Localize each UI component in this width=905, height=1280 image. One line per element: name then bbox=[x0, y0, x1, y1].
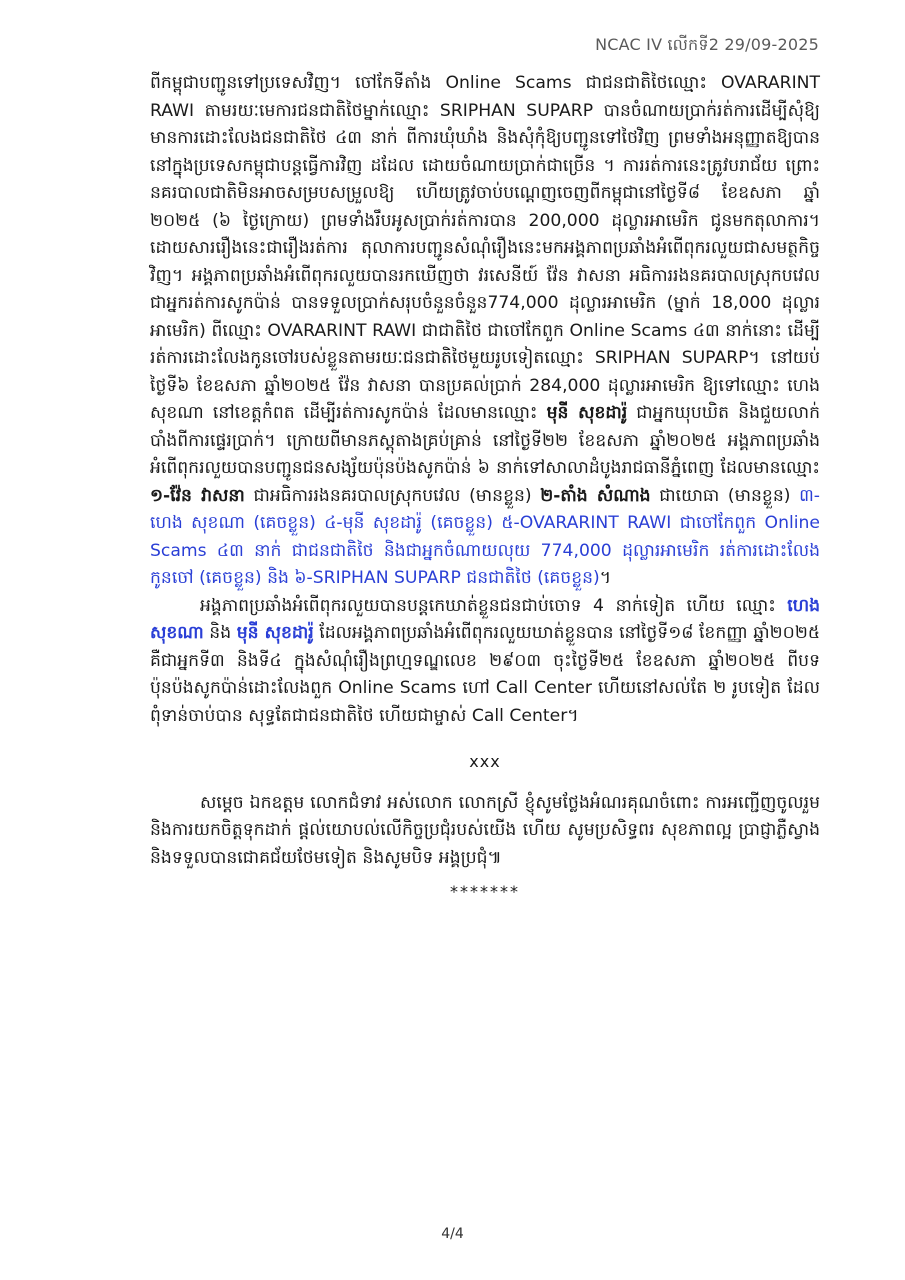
paragraph-text: ដែលអង្គភាពប្រឆាំងអំពើពុករលួយឃាត់ខ្លួនបាន នៅថ្ងៃទី១៨ ខែកញ្ញា ឆ្នាំ២០២៥ គឺជាអ្នកទី៣ និងទី៤ ក្នុងសំណុំរឿងព្រហ្មទណ្ឌលេខ ២៩០៣ ចុះថ្ងៃទី២៥ ខែឧសភា ឆ្នាំ២០២៥ ពីបទប៉ុនប៉ងសូកប៉ាន់ដោះលែងពួក Online Scams ហៅ Call Center ហើយនៅសល់តែ ២ រូបទៀត ដែលពុំទាន់ចាប់បាន សុទ្ធតែជាជនជាតិថៃ ហើយជាម្ចាស់ Call Center។ bbox=[150, 623, 821, 726]
paragraph-text: ពីកម្ពុជាបញ្ជូនទៅប្រទេសវិញ។ ចៅកែទីតាំង Online Scams ជាជនជាតិថៃឈ្មោះ OVARARINT RAWI តាមរយៈមេការជនជាតិថៃម្នាក់ឈ្មោះ SRIPHAN SUPARP បានចំណាយប្រាក់រត់ការដើម្បីសុំឱ្យមានការដោះលែងជនជាតិថៃ ៤៣ នាក់ ពីការឃុំឃាំង និងសុំកុំឱ្យបញ្ជូនទៅថៃវិញ ព្រមទាំងអនុញ្ញាតឱ្យបាននៅក្នុងប្រទេសកម្ពុជាបន្តធ្វើការវិញ ដដែល ដោយចំណាយប្រាក់ជាច្រើន ។ ការរត់ការនេះត្រូវបរាជ័យ ព្រោះនគរបាលជាតិមិនអាចសម្របសម្រួលឱ្យ ហើយត្រូវចាប់បណ្តេញចេញពីកម្ពុជានៅថ្ងៃទី៨ ខែឧសភា ឆ្នាំ ២០២៥ (៦ ថ្ងៃក្រោយ) ព្រមទាំងរឹបអូសប្រាក់រត់ការបាន 200,000 ដុល្លារអាមេរិក ជូនមកតុលាការ។ ដោយសាររឿងនេះជារឿងរត់ការ តុលាការបញ្ជូនសំណុំរឿងនេះមកអង្គភាពប្រឆាំងអំពើពុករលួយជាសមត្ថកិច្ចវិញ។ អង្គភាពប្រឆាំងអំពើពុករលួយបានរកឃើញថា វរសេនីយ៍ វ៉ែន វាសនា អធិការរងនគរបាលស្រុកបវេល ជាអ្នករត់ការសូកប៉ាន់ បានទទួលប្រាក់សរុបចំនួនចំនួន774,000 ដុល្លារអាមេរិក (ម្នាក់ 18,000 ដុល្លារអាមេរិក) ពីឈ្មោះ OVARARINT RAWI ជាជាតិថៃ ជាចៅកែពួក Online Scams ៤៣ នាក់នោះ ដើម្បីរត់ការដោះលែងកូនចៅរបស់ខ្លួនតាមរយៈជនជាតិថៃមួយរូបទៀតឈ្មោះ SRIPHAN SUPARP។ នៅយប់ថ្ងៃទី៦ ខែឧសភា ឆ្នាំ២០២៥ វ៉ែន វាសនា បានប្រគល់ប្រាក់ 284,000 ដុល្លារអាមេរិក ឱ្យទៅឈ្មោះ ហេង សុខណា នៅខេត្តកំពត ដើម្បីរត់ការសូកប៉ាន់ ដែលមានឈ្មោះ bbox=[150, 73, 820, 423]
section-separator: xxx bbox=[469, 752, 501, 771]
suspect-name: មុនី សុខដារ៉ូ bbox=[546, 403, 628, 423]
suspect-name-highlight: មុនី សុខដារ៉ូ bbox=[236, 623, 314, 643]
paragraph-text: ។ bbox=[599, 568, 612, 588]
paragraph-text: និង bbox=[203, 623, 237, 643]
paragraph-closing: សម្តេច ឯកឧត្តម លោកជំទាវ អស់លោក លោកស្រី ខ្ញុំសូមថ្លែងអំណរគុណចំពោះ ការអញ្ជើញចូលរួម និងការយកចិត្តទុកដាក់ ផ្តល់យោបល់លើកិច្ចប្រជុំរបស់យើង ហើយ សូមប្រសិទ្ធពរ សុខភាពល្អ ប្រាជ្ញាភ្លឺស្វាង និងទទួលបានជោគជ័យថែមទៀត និងសូមបិទ អង្គប្រជុំ៕ bbox=[150, 792, 820, 868]
page-number: 4/4 bbox=[441, 1226, 464, 1242]
suspect-list-highlight: ៣-ហេង សុខណា (គេចខ្លួន) ៤-មុនី សុខដារ៉ូ (គេចខ្លួន) ៥-OVARARINT RAWI ជាចៅកែពួក Online Scams ៤៣ នាក់ ជាជនជាតិថៃ និងជាអ្នកចំណាយលុយ 774,000 ដុល្លារអាមេរិក រត់ការដោះលែងកូនចៅ (គេចខ្លួន) និង ៦-SRIPHAN SUPARP ជនជាតិថៃ (គេចខ្លួន) bbox=[150, 485, 820, 588]
paragraph-text: ជាអ្នកឃុបឃិត និងជួយលាក់បាំងពីការផ្ទេរប្រាក់។ ក្រោយពីមានភស្តុតាងគ្រប់គ្រាន់ នៅថ្ងៃទី២២ ខែឧសភា ឆ្នាំ២០២៥ អង្គភាពប្រឆាំងអំពើពុករលួយបានបញ្ជូនជនសង្ស័យប៉ុនប៉ងសូកប៉ាន់ ៦ នាក់ទៅសាលាដំបូងរាជធានីភ្នំពេញ ដែលមានឈ្មោះ bbox=[150, 403, 820, 478]
paragraph-text: ជាយោធា (មានខ្លួន) bbox=[650, 485, 800, 506]
paragraph-text: ជាអធិការរងនគរបាលស្រុកបវេល (មានខ្លួន) bbox=[244, 485, 541, 506]
document-body bbox=[150, 70, 820, 906]
suspect-name-highlight: ហេង សុខណា bbox=[150, 595, 820, 643]
paragraph-case-details bbox=[150, 70, 820, 593]
paragraph-arrests bbox=[150, 593, 820, 731]
suspect-name: ២-តាំង សំណាង bbox=[540, 485, 651, 506]
paragraph-text: អង្គភាពប្រឆាំងអំពើពុករលួយបានបន្តកេឃាត់ខ្លួនជនជាប់ចោទ 4 នាក់ទៀត ហើយ ឈ្មោះ bbox=[200, 595, 788, 616]
suspect-name: ១-វ៉ែន វាសនា bbox=[150, 485, 245, 506]
end-marks: ******* bbox=[450, 882, 520, 901]
document-reference: NCAC IV លើកទី2 29/09-2025 bbox=[595, 35, 819, 54]
